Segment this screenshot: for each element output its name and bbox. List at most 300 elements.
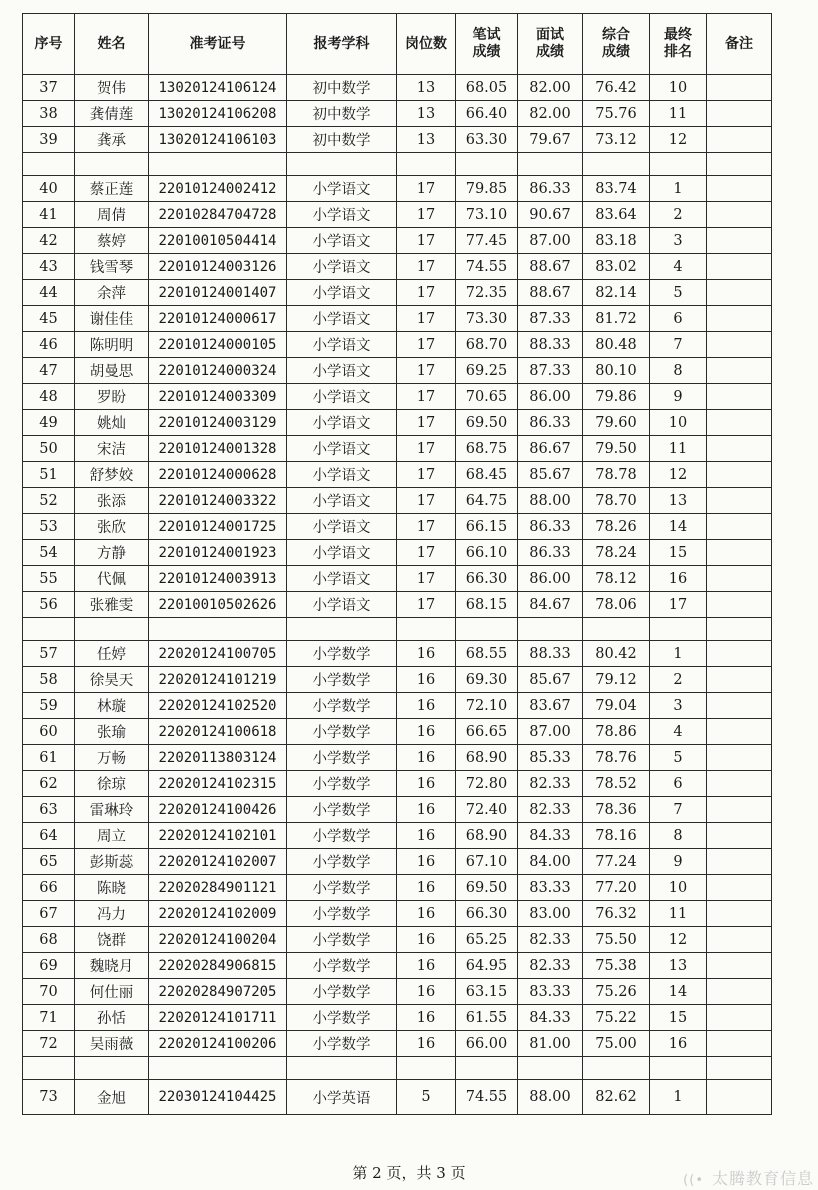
- cell-subject: 初中数学: [287, 127, 397, 153]
- cell-rank: 15: [650, 1005, 707, 1031]
- cell-name: 蔡正莲: [75, 176, 149, 202]
- cell-seq: 70: [23, 979, 75, 1005]
- cell-seq: 67: [23, 901, 75, 927]
- cell-subject: 小学数学: [287, 953, 397, 979]
- cell-rank: 11: [650, 101, 707, 127]
- cell-name: 魏晓月: [75, 953, 149, 979]
- cell-written: 63.15: [456, 979, 518, 1005]
- cell-remark: [707, 540, 772, 566]
- table-header-row: [23, 14, 772, 75]
- cell-seq: 52: [23, 488, 75, 514]
- cell-subject: 小学语文: [287, 462, 397, 488]
- cell-written: 66.15: [456, 514, 518, 540]
- cell-interview: 83.33: [518, 979, 583, 1005]
- cell-written: 68.90: [456, 823, 518, 849]
- cell-positions: 17: [397, 462, 456, 488]
- cell-remark: [707, 875, 772, 901]
- cell-name: 徐昊天: [75, 667, 149, 693]
- cell-total: 75.26: [583, 979, 650, 1005]
- cell-interview: 81.00: [518, 1031, 583, 1057]
- cell-subject: 小学数学: [287, 797, 397, 823]
- cell-rank: 16: [650, 1031, 707, 1057]
- cell-name: 宋洁: [75, 436, 149, 462]
- cell-rank: 7: [650, 797, 707, 823]
- cell-name: 徐琼: [75, 771, 149, 797]
- cell-total: 78.86: [583, 719, 650, 745]
- table-row: [23, 667, 772, 693]
- cell-name: 周倩: [75, 202, 149, 228]
- cell-total: 76.32: [583, 901, 650, 927]
- cell-positions: 17: [397, 228, 456, 254]
- table-row: [23, 875, 772, 901]
- cell-exam-id: 22010124000324: [149, 358, 287, 384]
- cell-name: 代佩: [75, 566, 149, 592]
- cell-interview: 86.33: [518, 540, 583, 566]
- cell-subject: 小学数学: [287, 771, 397, 797]
- cell-written: 66.30: [456, 566, 518, 592]
- table-row: [23, 101, 772, 127]
- cell-interview: 85.67: [518, 667, 583, 693]
- cell-exam-id: 22010284704728: [149, 202, 287, 228]
- cell-written: 74.55: [456, 254, 518, 280]
- cell-exam-id: 22020124102315: [149, 771, 287, 797]
- cell-name: 龚承: [75, 127, 149, 153]
- cell-name: 金旭: [75, 1080, 149, 1115]
- cell-written: 68.70: [456, 332, 518, 358]
- cell-written: 73.10: [456, 202, 518, 228]
- cell-written: 77.45: [456, 228, 518, 254]
- cell-rank: 10: [650, 875, 707, 901]
- cell-total: 77.24: [583, 849, 650, 875]
- cell-positions: 16: [397, 901, 456, 927]
- cell-exam-id: 22020124102101: [149, 823, 287, 849]
- cell-name: 蔡婷: [75, 228, 149, 254]
- cell-subject: 小学语文: [287, 358, 397, 384]
- table-row: [23, 849, 772, 875]
- cell-total: 81.72: [583, 306, 650, 332]
- header-seq: 序号: [23, 14, 75, 75]
- cell-exam-id: 22020124100204: [149, 927, 287, 953]
- cell-subject: 小学语文: [287, 254, 397, 280]
- cell-remark: [707, 693, 772, 719]
- cell-exam-id: 22020124100618: [149, 719, 287, 745]
- cell-exam-id: 22020124100705: [149, 641, 287, 667]
- cell-seq: 57: [23, 641, 75, 667]
- table-row: [23, 384, 772, 410]
- table-row: [23, 410, 772, 436]
- cell-name: 周立: [75, 823, 149, 849]
- cell-total: 78.12: [583, 566, 650, 592]
- cell-rank: 10: [650, 75, 707, 101]
- cell-interview: 84.00: [518, 849, 583, 875]
- cell-exam-id: 22010124003913: [149, 566, 287, 592]
- header-interview: 面试 成绩: [518, 14, 583, 75]
- cell-interview: 87.33: [518, 306, 583, 332]
- cell-rank: 2: [650, 667, 707, 693]
- table-row: [23, 927, 772, 953]
- cell-subject: 小学语文: [287, 202, 397, 228]
- cell-subject: 初中数学: [287, 75, 397, 101]
- cell-written: 69.50: [456, 875, 518, 901]
- cell-rank: 11: [650, 436, 707, 462]
- cell-seq: 66: [23, 875, 75, 901]
- cell-seq: 56: [23, 592, 75, 618]
- cell-remark: [707, 410, 772, 436]
- cell-name: [75, 153, 149, 176]
- cell-interview: 88.00: [518, 488, 583, 514]
- cell-written: 68.15: [456, 592, 518, 618]
- cell-remark: [707, 462, 772, 488]
- cell-interview: [518, 153, 583, 176]
- cell-rank: 9: [650, 849, 707, 875]
- cell-rank: 4: [650, 719, 707, 745]
- cell-written: 66.10: [456, 540, 518, 566]
- cell-exam-id: 22010010502626: [149, 592, 287, 618]
- table-body: [23, 75, 772, 1115]
- cell-interview: 85.33: [518, 745, 583, 771]
- cell-remark: [707, 1031, 772, 1057]
- cell-positions: 16: [397, 953, 456, 979]
- cell-rank: 12: [650, 927, 707, 953]
- cell-positions: 16: [397, 667, 456, 693]
- cell-exam-id: 22010124000617: [149, 306, 287, 332]
- cell-subject: 小学数学: [287, 849, 397, 875]
- cell-total: 83.18: [583, 228, 650, 254]
- cell-exam-id: 22010124000105: [149, 332, 287, 358]
- cell-exam-id: [149, 153, 287, 176]
- cell-exam-id: [149, 618, 287, 641]
- cell-exam-id: 22010124000628: [149, 462, 287, 488]
- cell-subject: 小学语文: [287, 436, 397, 462]
- cell-subject: 小学数学: [287, 719, 397, 745]
- cell-written: [456, 618, 518, 641]
- cell-interview: 82.00: [518, 101, 583, 127]
- cell-seq: 46: [23, 332, 75, 358]
- cell-written: 73.30: [456, 306, 518, 332]
- cell-name: 胡曼思: [75, 358, 149, 384]
- cell-remark: [707, 667, 772, 693]
- cell-name: 万畅: [75, 745, 149, 771]
- cell-name: 张雅雯: [75, 592, 149, 618]
- cell-exam-id: 22010124001725: [149, 514, 287, 540]
- cell-total: 78.70: [583, 488, 650, 514]
- cell-total: 78.16: [583, 823, 650, 849]
- cell-remark: [707, 384, 772, 410]
- cell-remark: [707, 101, 772, 127]
- cell-positions: 16: [397, 797, 456, 823]
- cell-positions: 17: [397, 306, 456, 332]
- cell-name: 钱雪琴: [75, 254, 149, 280]
- cell-seq: 47: [23, 358, 75, 384]
- cell-exam-id: 13020124106124: [149, 75, 287, 101]
- table-row: [23, 823, 772, 849]
- cell-total: [583, 618, 650, 641]
- cell-remark: [707, 771, 772, 797]
- cell-positions: 17: [397, 254, 456, 280]
- cell-positions: 16: [397, 823, 456, 849]
- cell-subject: 小学语文: [287, 514, 397, 540]
- cell-remark: [707, 797, 772, 823]
- cell-name: 姚灿: [75, 410, 149, 436]
- cell-subject: 小学语文: [287, 306, 397, 332]
- cell-total: 78.36: [583, 797, 650, 823]
- cell-total: 83.74: [583, 176, 650, 202]
- cell-written: 66.30: [456, 901, 518, 927]
- cell-written: [456, 1057, 518, 1080]
- cell-name: 张瑜: [75, 719, 149, 745]
- cell-remark: [707, 953, 772, 979]
- cell-interview: 82.33: [518, 797, 583, 823]
- cell-interview: 83.67: [518, 693, 583, 719]
- cell-positions: 17: [397, 410, 456, 436]
- cell-rank: 6: [650, 306, 707, 332]
- cell-remark: [707, 202, 772, 228]
- table-row: [23, 566, 772, 592]
- cell-positions: 16: [397, 641, 456, 667]
- table-row: [23, 202, 772, 228]
- cell-total: 75.50: [583, 927, 650, 953]
- cell-interview: 88.00: [518, 1080, 583, 1115]
- cell-remark: [707, 332, 772, 358]
- cell-interview: 88.67: [518, 254, 583, 280]
- table-spacer-row: [23, 153, 772, 176]
- cell-interview: 85.67: [518, 462, 583, 488]
- cell-seq: 40: [23, 176, 75, 202]
- cell-subject: 小学数学: [287, 927, 397, 953]
- cell-exam-id: 22020113803124: [149, 745, 287, 771]
- cell-interview: 86.33: [518, 410, 583, 436]
- cell-positions: 16: [397, 849, 456, 875]
- table-row: [23, 75, 772, 101]
- table-row: [23, 719, 772, 745]
- cell-rank: 3: [650, 693, 707, 719]
- cell-rank: 5: [650, 745, 707, 771]
- table-row: [23, 280, 772, 306]
- cell-name: 饶群: [75, 927, 149, 953]
- cell-positions: 16: [397, 1005, 456, 1031]
- cell-name: 雷琳玲: [75, 797, 149, 823]
- table-row: [23, 462, 772, 488]
- cell-seq: 62: [23, 771, 75, 797]
- cell-positions: 17: [397, 514, 456, 540]
- table-row: [23, 641, 772, 667]
- table-row: [23, 358, 772, 384]
- cell-name: 吴雨薇: [75, 1031, 149, 1057]
- cell-rank: 2: [650, 202, 707, 228]
- cell-rank: 17: [650, 592, 707, 618]
- cell-exam-id: 22010124003126: [149, 254, 287, 280]
- cell-exam-id: 22020124100426: [149, 797, 287, 823]
- cell-written: [456, 153, 518, 176]
- cell-total: 83.02: [583, 254, 650, 280]
- cell-interview: 86.00: [518, 566, 583, 592]
- cell-seq: 37: [23, 75, 75, 101]
- cell-subject: 小学语文: [287, 410, 397, 436]
- cell-total: 80.48: [583, 332, 650, 358]
- cell-remark: [707, 488, 772, 514]
- cell-name: 孙恬: [75, 1005, 149, 1031]
- watermark-text: 太腾教育信息: [711, 1169, 814, 1188]
- cell-rank: 4: [650, 254, 707, 280]
- header-rank: 最终 排名: [650, 14, 707, 75]
- cell-total: 80.42: [583, 641, 650, 667]
- cell-interview: 84.67: [518, 592, 583, 618]
- cell-subject: [287, 618, 397, 641]
- cell-total: 78.06: [583, 592, 650, 618]
- cell-total: 78.24: [583, 540, 650, 566]
- cell-rank: 16: [650, 566, 707, 592]
- cell-total: 78.76: [583, 745, 650, 771]
- cell-interview: 88.33: [518, 332, 583, 358]
- cell-subject: 小学数学: [287, 823, 397, 849]
- table-row: [23, 514, 772, 540]
- cell-remark: [707, 153, 772, 176]
- cell-seq: 39: [23, 127, 75, 153]
- header-name: 姓名: [75, 14, 149, 75]
- cell-name: 贺伟: [75, 75, 149, 101]
- cell-exam-id: 22020284906815: [149, 953, 287, 979]
- cell-positions: 17: [397, 436, 456, 462]
- cell-written: 70.65: [456, 384, 518, 410]
- cell-remark: [707, 979, 772, 1005]
- header-positions: 岗位数: [397, 14, 456, 75]
- cell-name: 彭斯蕊: [75, 849, 149, 875]
- header-total: 综合 成绩: [583, 14, 650, 75]
- cell-subject: 小学数学: [287, 1005, 397, 1031]
- cell-subject: 小学语文: [287, 540, 397, 566]
- cell-written: 67.10: [456, 849, 518, 875]
- header-exam-id: 准考证号: [149, 14, 287, 75]
- cell-name: 余萍: [75, 280, 149, 306]
- cell-rank: 6: [650, 771, 707, 797]
- cell-seq: 49: [23, 410, 75, 436]
- cell-exam-id: 13020124106103: [149, 127, 287, 153]
- cell-remark: [707, 127, 772, 153]
- cell-subject: 小学数学: [287, 1031, 397, 1057]
- cell-written: 63.30: [456, 127, 518, 153]
- cell-written: 69.50: [456, 410, 518, 436]
- cell-positions: 16: [397, 771, 456, 797]
- table-row: [23, 488, 772, 514]
- cell-remark: [707, 849, 772, 875]
- cell-name: 舒梦姣: [75, 462, 149, 488]
- table-row: [23, 979, 772, 1005]
- cell-total: 76.42: [583, 75, 650, 101]
- table-row: [23, 254, 772, 280]
- speech-bubble-icon: ((•: [683, 1173, 704, 1188]
- cell-remark: [707, 901, 772, 927]
- cell-total: 75.00: [583, 1031, 650, 1057]
- cell-total: 75.38: [583, 953, 650, 979]
- cell-remark: [707, 1005, 772, 1031]
- cell-total: 82.62: [583, 1080, 650, 1115]
- table-row: [23, 1005, 772, 1031]
- cell-subject: 初中数学: [287, 101, 397, 127]
- table-row: [23, 592, 772, 618]
- cell-total: [583, 1057, 650, 1080]
- cell-interview: 86.33: [518, 514, 583, 540]
- cell-written: 64.95: [456, 953, 518, 979]
- cell-subject: 小学语文: [287, 280, 397, 306]
- cell-rank: 1: [650, 176, 707, 202]
- table-row: [23, 693, 772, 719]
- table-row: [23, 228, 772, 254]
- cell-seq: 65: [23, 849, 75, 875]
- table-row: [23, 176, 772, 202]
- cell-remark: [707, 306, 772, 332]
- cell-positions: [397, 153, 456, 176]
- cell-remark: [707, 745, 772, 771]
- cell-positions: 17: [397, 384, 456, 410]
- cell-subject: [287, 153, 397, 176]
- cell-remark: [707, 254, 772, 280]
- cell-rank: 8: [650, 358, 707, 384]
- cell-total: 79.12: [583, 667, 650, 693]
- cell-name: [75, 618, 149, 641]
- cell-positions: 17: [397, 176, 456, 202]
- cell-total: 82.14: [583, 280, 650, 306]
- cell-written: 68.75: [456, 436, 518, 462]
- cell-positions: [397, 1057, 456, 1080]
- table-row: [23, 745, 772, 771]
- cell-exam-id: 22010124001328: [149, 436, 287, 462]
- table-row: [23, 797, 772, 823]
- cell-seq: [23, 1057, 75, 1080]
- cell-subject: 小学英语: [287, 1080, 397, 1115]
- cell-interview: 86.00: [518, 384, 583, 410]
- cell-exam-id: 22020124102009: [149, 901, 287, 927]
- cell-seq: 55: [23, 566, 75, 592]
- cell-rank: 14: [650, 979, 707, 1005]
- cell-seq: 38: [23, 101, 75, 127]
- cell-interview: 84.33: [518, 1005, 583, 1031]
- cell-positions: 17: [397, 358, 456, 384]
- cell-exam-id: 22010124003322: [149, 488, 287, 514]
- cell-seq: 69: [23, 953, 75, 979]
- cell-total: 79.50: [583, 436, 650, 462]
- watermark: [683, 1166, 814, 1189]
- cell-seq: 60: [23, 719, 75, 745]
- cell-seq: 64: [23, 823, 75, 849]
- cell-exam-id: 22030124104425: [149, 1080, 287, 1115]
- cell-written: 72.10: [456, 693, 518, 719]
- cell-positions: 13: [397, 75, 456, 101]
- cell-written: 79.85: [456, 176, 518, 202]
- cell-interview: 87.00: [518, 719, 583, 745]
- cell-written: 66.65: [456, 719, 518, 745]
- table-row: [23, 1031, 772, 1057]
- cell-subject: 小学语文: [287, 228, 397, 254]
- cell-exam-id: 22010010504414: [149, 228, 287, 254]
- cell-seq: 53: [23, 514, 75, 540]
- cell-interview: 87.33: [518, 358, 583, 384]
- cell-seq: 45: [23, 306, 75, 332]
- cell-exam-id: 22020124101219: [149, 667, 287, 693]
- cell-exam-id: 22010124003129: [149, 410, 287, 436]
- cell-positions: 16: [397, 745, 456, 771]
- cell-total: [583, 153, 650, 176]
- cell-remark: [707, 436, 772, 462]
- cell-name: 任婷: [75, 641, 149, 667]
- cell-rank: [650, 618, 707, 641]
- table-spacer-row: [23, 618, 772, 641]
- cell-rank: 3: [650, 228, 707, 254]
- cell-positions: 16: [397, 875, 456, 901]
- cell-subject: 小学数学: [287, 875, 397, 901]
- cell-subject: [287, 1057, 397, 1080]
- cell-exam-id: 22020124102007: [149, 849, 287, 875]
- cell-name: 陈晓: [75, 875, 149, 901]
